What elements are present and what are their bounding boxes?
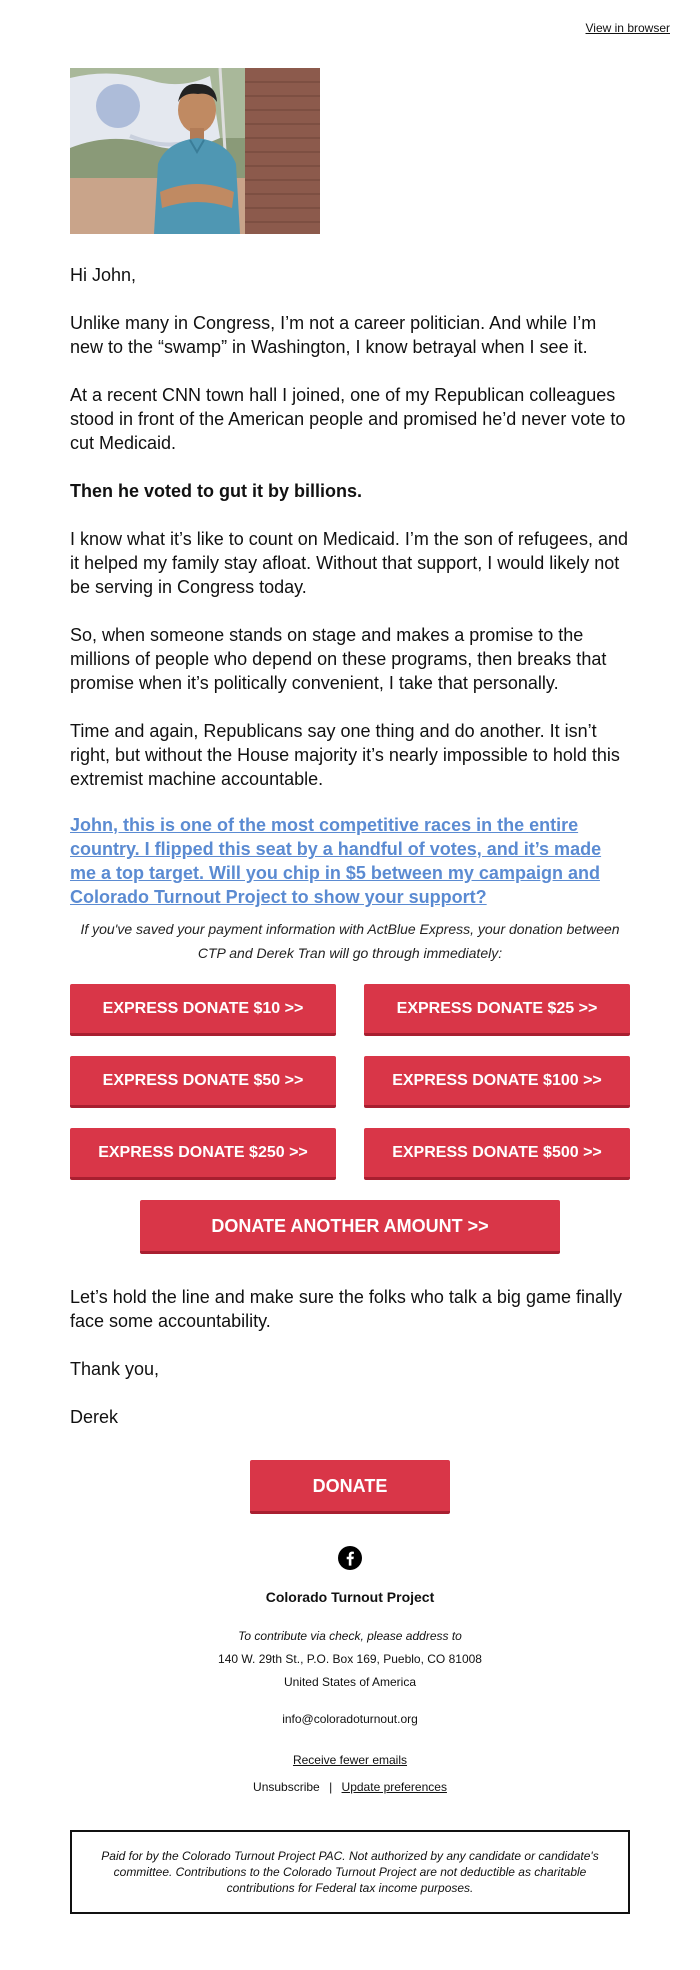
footer-organization-name: Colorado Turnout Project: [265, 1589, 435, 1605]
update-preferences-link[interactable]: Update preferences: [341, 1780, 447, 1794]
paragraph-town-hall: At a recent CNN town hall I joined, one of my Republican colleagues stood in front of the American people and promised he’d never vote to cut Medicaid.: [70, 385, 626, 453]
paragraph-career-politician: Unlike many in Congress, I’m not a career politician. And while I’m new to the “swamp” in Washington, I know betrayal when I see it.: [70, 313, 597, 357]
express-donate-50-button[interactable]: EXPRESS DONATE $50 >>: [70, 1056, 336, 1108]
donation-appeal: [70, 813, 630, 909]
hero-photo: [70, 68, 320, 234]
express-donate-note: If you've saved your payment information with ActBlue Express, your donation between CTP and Derek Tran will go through immediately:: [80, 921, 620, 961]
paragraph-broken-promise: So, when someone stands on stage and makes a promise to the millions of people who depend on these programs, then breaks that promise when it’s politically convenient, I take that personally.: [70, 625, 607, 693]
donate-another-amount-button[interactable]: DONATE ANOTHER AMOUNT >>: [140, 1200, 560, 1254]
receive-fewer-emails-link[interactable]: Receive fewer emails: [292, 1753, 408, 1767]
express-donate-10-button[interactable]: EXPRESS DONATE $10 >>: [70, 984, 336, 1036]
view-in-browser-link[interactable]: View in browser: [585, 21, 670, 35]
signature: Derek: [70, 1407, 119, 1427]
greeting: Hi John,: [70, 265, 137, 285]
express-donate-500-button[interactable]: EXPRESS DONATE $500 >>: [364, 1128, 630, 1180]
footer-separator: |: [329, 1780, 333, 1794]
footer-email: info@coloradoturnout.org: [282, 1712, 418, 1726]
sign-off: Thank you,: [70, 1359, 160, 1379]
footer-fewer-emails-row: [0, 1753, 700, 1767]
facebook-icon[interactable]: [338, 1546, 362, 1570]
footer-preferences-row: [0, 1780, 700, 1794]
paragraph-medicaid-story: I know what it’s like to count on Medicaid. I’m the son of refugees, and it helped my family stay afloat. Without that support, I would likely not be serving in Congress today.: [70, 529, 628, 597]
express-donate-25-button[interactable]: EXPRESS DONATE $25 >>: [364, 984, 630, 1036]
paragraph-house-majority: Time and again, Republicans say one thing and do another. It isn’t right, but without the House majority it’s nearly impossible to hold this extremist machine accountable.: [70, 721, 620, 789]
paragraph-voted-to-gut: Then he voted to gut it by billions.: [70, 481, 362, 501]
donate-button[interactable]: DONATE: [250, 1460, 450, 1514]
paragraph-hold-the-line: Let’s hold the line and make sure the folks who talk a big game finally face some accountability.: [70, 1287, 622, 1331]
paid-for-disclaimer: Paid for by the Colorado Turnout Project PAC. Not authorized by any candidate or candidate's committee. Contributions to the Colorado Turnout Project are not deductible as charitable contributions for Federal tax income purposes.: [70, 1830, 630, 1914]
express-donate-100-button[interactable]: EXPRESS DONATE $100 >>: [364, 1056, 630, 1108]
footer-address: 140 W. 29th St., P.O. Box 169, Pueblo, CO 81008: [218, 1652, 482, 1666]
unsubscribe-link[interactable]: Unsubscribe: [253, 1780, 320, 1794]
footer-country: United States of America: [283, 1675, 417, 1689]
express-donate-250-button[interactable]: EXPRESS DONATE $250 >>: [70, 1128, 336, 1180]
donation-appeal-link[interactable]: John, this is one of the most competitive races in the entire country. I flipped this seat by a handful of votes, and it’s made me a top target. Will you chip in $5 between my campaign and Colorado Turnout Project to show your support?: [70, 815, 602, 907]
candidate-photo-illustration: [70, 68, 320, 234]
footer-check-note: To contribute via check, please address to: [238, 1629, 462, 1643]
